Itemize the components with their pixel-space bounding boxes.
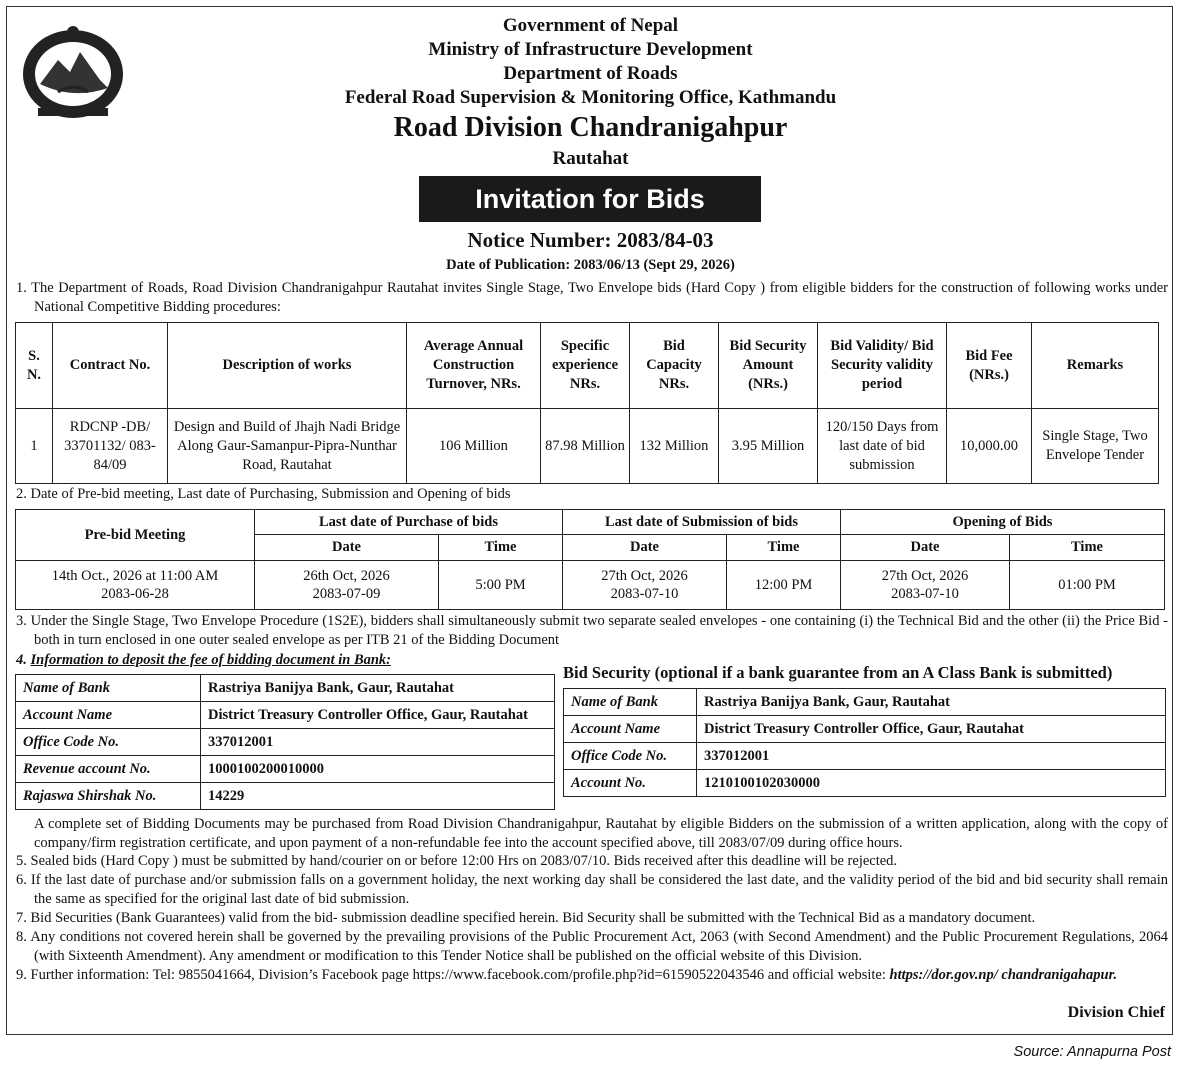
col-experience: Specific experience NRs. <box>541 323 630 409</box>
cell-validity: 120/150 Days from last date of bid submission <box>818 409 947 484</box>
works-table <box>15 322 1159 484</box>
col-bid-security: Bid Security Amount (NRs.) <box>719 323 818 409</box>
cell-remarks: Single Stage, Two Envelope Tender <box>1032 409 1159 484</box>
table-row: Office Code No. 337012001 <box>564 743 1166 770</box>
dates-table <box>15 509 1165 610</box>
bid-security-heading: Bid Security (optional if a bank guarantee from an A Class Bank is submitted) <box>563 663 1113 682</box>
col-submission-date: Date <box>563 535 727 560</box>
cell-purchase-time: 5:00 PM <box>439 560 563 609</box>
col-remarks: Remarks <box>1032 323 1159 409</box>
cell-sn: 1 <box>16 409 53 484</box>
table-row: Account Name District Treasury Controller Office, Gaur, Rautahat <box>16 702 555 729</box>
division-title: Road Division Chandranigahpur <box>393 112 788 143</box>
col-prebid: Pre-bid Meeting <box>16 510 255 561</box>
cell-submission-time: 12:00 PM <box>727 560 841 609</box>
signature-division-chief: Division Chief <box>1067 1004 1165 1021</box>
cell-description: Design and Build of Jhajh Nadi Bridge Along Gaur-Samanpur-Pipra-Nunthar Road, Rautahat <box>168 409 407 484</box>
col-purchase: Last date of Purchase of bids <box>255 510 563 535</box>
col-opening: Opening of Bids <box>841 510 1165 535</box>
cell-bid-fee: 10,000.00 <box>947 409 1032 484</box>
cell-prebid: 14th Oct., 2026 at 11:00 AM 2083-06-28 <box>16 560 255 609</box>
paragraph-5: 5. Sealed bids (Hard Copy ) must be submitted by hand/courier on or before 12:00 Hrs on 2083/07/10. Bids received after this deadline will be rejected. <box>16 853 898 869</box>
govt-line: Government of Nepal <box>502 15 679 36</box>
cell-bid-security: 3.95 Million <box>719 409 818 484</box>
table-row: Revenue account No. 1000100200010000 <box>16 756 555 783</box>
paragraph-9: 9. Further information: Tel: 9855041664, Division’s Facebook page https://www.facebook.com/profile.php?id=61590522043546 and official website: https://dor.gov.np/ chandranigahapur. <box>16 967 1118 983</box>
table-row: Office Code No. 337012001 <box>16 729 555 756</box>
cell-opening-time: 01:00 PM <box>1010 560 1165 609</box>
table-row: Name of Bank Rastriya Banijya Bank, Gaur, Rautahat <box>16 675 555 702</box>
table-row: Account Name District Treasury Controller Office, Gaur, Rautahat <box>564 716 1166 743</box>
paragraph-2: 2. Date of Pre-bid meeting, Last date of Purchasing, Submission and Opening of bids <box>16 486 511 502</box>
col-purchase-date: Date <box>255 535 439 560</box>
cell-purchase-date: 26th Oct, 2026 2083-07-09 <box>255 560 439 609</box>
paragraph-4-purchase: A complete set of Bidding Documents may be purchased from Road Division Chandranigahpur, Rautahat by eligible Bidders on the submission of a written application, along with the copy of company/firm registration certificate, and upon payment of a non-refundable fee into the account specified above, till 2083/07/09 during office hours. <box>34 816 1168 851</box>
table-row: Account No. 1210100102030000 <box>564 770 1166 797</box>
org-header <box>0 14 1181 110</box>
table-row <box>16 409 1159 484</box>
col-submission-time: Time <box>727 535 841 560</box>
paragraph-1: 1. The Department of Roads, Road Division Chandranigahpur Rautahat invites Single Stage, Two Envelope bids (Hard Copy ) from eligible bidders for the construction of following works under National Competitive Bidding procedures: <box>16 280 1168 315</box>
cell-experience: 87.98 Million <box>541 409 630 484</box>
paragraph-6: 6. If the last date of purchase and/or submission falls on a government holiday, the next working day shall be considered the last date, and the validity period of the bid and bid security shall remain the same as specified for the original last date of bid submission. <box>16 872 1168 907</box>
col-opening-date: Date <box>841 535 1010 560</box>
col-sn: S. N. <box>16 323 53 409</box>
col-turnover: Average Annual Construction Turnover, NRs. <box>407 323 541 409</box>
publication-date: Date of Publication: 2083/06/13 (Sept 29, 2026) <box>446 257 735 273</box>
col-submission: Last date of Submission of bids <box>563 510 841 535</box>
cell-turnover: 106 Million <box>407 409 541 484</box>
col-bid-fee: Bid Fee (NRs.) <box>947 323 1032 409</box>
col-capacity: Bid Capacity NRs. <box>630 323 719 409</box>
source-credit: Source: Annapurna Post <box>1013 1044 1171 1060</box>
notice-number: Notice Number: 2083/84-03 <box>467 228 714 252</box>
table-row: Name of Bank Rastriya Banijya Bank, Gaur, Rautahat <box>564 689 1166 716</box>
col-contract-no: Contract No. <box>53 323 168 409</box>
cell-submission-date: 27th Oct, 2026 2083-07-10 <box>563 560 727 609</box>
office-line: Federal Road Supervision & Monitoring Office, Kathmandu <box>344 87 837 108</box>
district-name: Rautahat <box>552 148 629 169</box>
col-opening-time: Time <box>1010 535 1165 560</box>
invitation-banner: Invitation for Bids <box>419 176 761 222</box>
section-4-heading: 4. Information to deposit the fee of bidding document in Bank: <box>16 652 392 668</box>
col-purchase-time: Time <box>439 535 563 560</box>
cell-capacity: 132 Million <box>630 409 719 484</box>
col-description: Description of works <box>168 323 407 409</box>
cell-opening-date: 27th Oct, 2026 2083-07-10 <box>841 560 1010 609</box>
paragraph-8: 8. Any conditions not covered herein shall be governed by the prevailing provisions of the Public Procurement Act, 2063 (with Second Amendment) and the Public Procurement Regulations, 2064 (with Sixteenth Amendment). Any amendment or modification to this Tender Notice shall be published on the official website of this Division. <box>16 929 1168 964</box>
table-row: Rajaswa Shirshak No. 14229 <box>16 783 555 810</box>
department-line: Department of Roads <box>503 63 678 84</box>
table-row <box>16 560 1165 609</box>
ministry-line: Ministry of Infrastructure Development <box>428 39 753 60</box>
website-link[interactable]: https://dor.gov.np/ chandranigahapur. <box>889 967 1118 983</box>
paragraph-3: 3. Under the Single Stage, Two Envelope Procedure (1S2E), bidders shall simultaneously submit two separate sealed envelopes - one containing (i) the Technical Bid and the other (ii) the Price Bid - both in turn enclosed in one outer sealed envelope as per ITB 21 of the Bidding Document <box>16 613 1168 648</box>
col-validity: Bid Validity/ Bid Security validity period <box>818 323 947 409</box>
paragraph-7: 7. Bid Securities (Bank Guarantees) valid from the bid- submission deadline specified herein. Bid Security shall be submitted with the Technical Bid as a mandatory document. <box>16 910 1036 926</box>
bank-security-table <box>563 688 1166 797</box>
cell-contract-no: RDCNP -DB/ 33701132/ 083-84/09 <box>53 409 168 484</box>
bank-fee-table <box>15 674 555 810</box>
